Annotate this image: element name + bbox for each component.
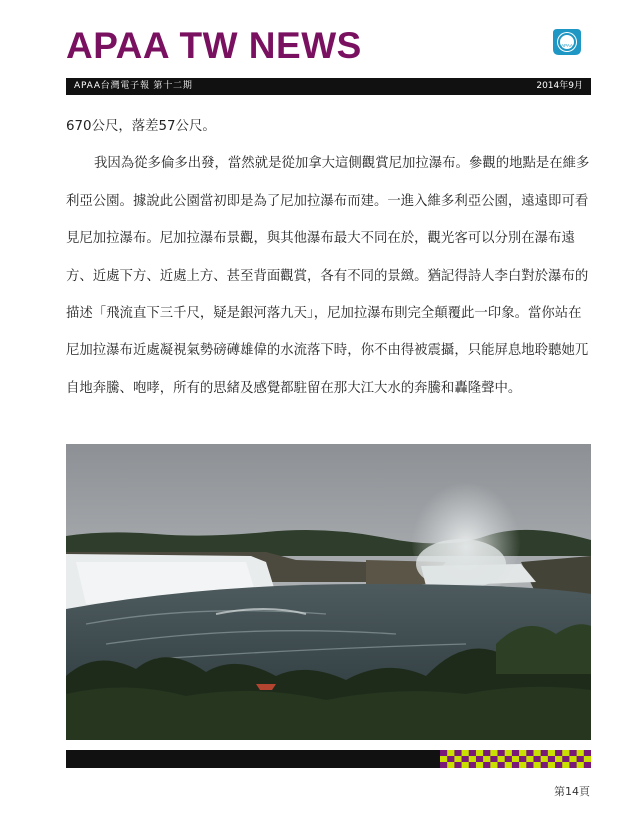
- article-paragraph: 670公尺，落差57公尺。: [66, 119, 216, 134]
- checker-cell: [555, 750, 562, 756]
- page-number: 第14頁: [554, 785, 590, 798]
- checker-cell: [577, 756, 584, 762]
- checker-cell: [569, 756, 576, 762]
- checker-cell: [541, 762, 548, 768]
- checker-cell: [476, 750, 483, 756]
- checker-cell: [483, 762, 490, 768]
- checker-cell: [490, 762, 497, 768]
- checker-cell: [541, 756, 548, 762]
- checker-cell: [555, 756, 562, 762]
- checker-cell: [440, 750, 447, 756]
- checker-cell: [483, 750, 490, 756]
- checker-cell: [440, 756, 447, 762]
- checker-cell: [526, 756, 533, 762]
- article-body: [66, 108, 590, 407]
- checker-cell: [447, 756, 454, 762]
- checker-pattern: [440, 750, 591, 768]
- checker-cell: [584, 762, 591, 768]
- checker-cell: [533, 750, 540, 756]
- checker-cell: [562, 756, 569, 762]
- checker-cell: [548, 762, 555, 768]
- checker-cell: [584, 756, 591, 762]
- checker-cell: [569, 750, 576, 756]
- checker-cell: [454, 762, 461, 768]
- checker-cell: [490, 750, 497, 756]
- checker-cell: [498, 756, 505, 762]
- newsletter-title: APAA TW NEWS: [66, 25, 362, 66]
- checker-cell: [462, 762, 469, 768]
- checker-cell: [490, 756, 497, 762]
- checker-cell: [454, 750, 461, 756]
- checker-cell: [476, 756, 483, 762]
- checker-cell: [577, 750, 584, 756]
- checker-cell: [562, 762, 569, 768]
- niagara-falls-photo: [66, 444, 591, 740]
- checker-cell: [519, 750, 526, 756]
- checker-cell: [440, 762, 447, 768]
- checker-cell: [584, 750, 591, 756]
- checker-cell: [519, 762, 526, 768]
- issue-label: APAA台灣電子報 第十二期: [74, 81, 193, 91]
- issue-date: 2014年9月: [536, 81, 583, 91]
- checker-cell: [555, 762, 562, 768]
- checker-cell: [454, 756, 461, 762]
- checker-cell: [447, 750, 454, 756]
- checker-cell: [469, 750, 476, 756]
- svg-text:APAA: APAA: [561, 43, 573, 48]
- checker-cell: [447, 762, 454, 768]
- checker-cell: [562, 750, 569, 756]
- checker-cell: [512, 762, 519, 768]
- checker-cell: [569, 762, 576, 768]
- checker-cell: [498, 762, 505, 768]
- checker-cell: [476, 762, 483, 768]
- header-band: [66, 78, 591, 95]
- checker-cell: [512, 756, 519, 762]
- checker-cell: [505, 762, 512, 768]
- checker-cell: [505, 756, 512, 762]
- checker-cell: [519, 756, 526, 762]
- checker-cell: [541, 750, 548, 756]
- checker-cell: [462, 750, 469, 756]
- checker-cell: [533, 756, 540, 762]
- checker-cell: [526, 750, 533, 756]
- checker-cell: [498, 750, 505, 756]
- checker-cell: [548, 750, 555, 756]
- checker-cell: [512, 750, 519, 756]
- checker-cell: [483, 756, 490, 762]
- checker-cell: [469, 762, 476, 768]
- apaa-logo-icon: [551, 25, 583, 57]
- checker-cell: [526, 762, 533, 768]
- article-paragraph: 我因為從多倫多出發，當然就是從加拿大這側觀賞尼加拉瀑布。參觀的地點是在維多利亞公園。據說此公園當初即是為了尼加拉瀑布而建。一進入維多利亞公園，遠遠即可看見尼加拉瀑布。尼加拉瀑布景觀，與其他瀑布最大不同在於，觀光客可以分別在瀑布遠方、近處下方、近處上方、甚至背面觀賞，各有不同的景緻。猶記得詩人李白對於瀑布的描述「飛流直下三千尺，疑是銀河落九天」，尼加拉瀑布則完全顛覆此一印象。當你站在尼加拉瀑布近處凝視氣勢磅礡雄偉的水流落下時，你不由得被震攝，只能屏息地聆聽她兀自地奔騰、咆哮，所有的思緒及感覺都駐留在那大江大水的奔騰和轟隆聲中。: [66, 156, 590, 396]
- checker-cell: [577, 762, 584, 768]
- checker-cell: [548, 756, 555, 762]
- checker-cell: [469, 756, 476, 762]
- checker-cell: [462, 756, 469, 762]
- checker-cell: [533, 762, 540, 768]
- checker-cell: [505, 750, 512, 756]
